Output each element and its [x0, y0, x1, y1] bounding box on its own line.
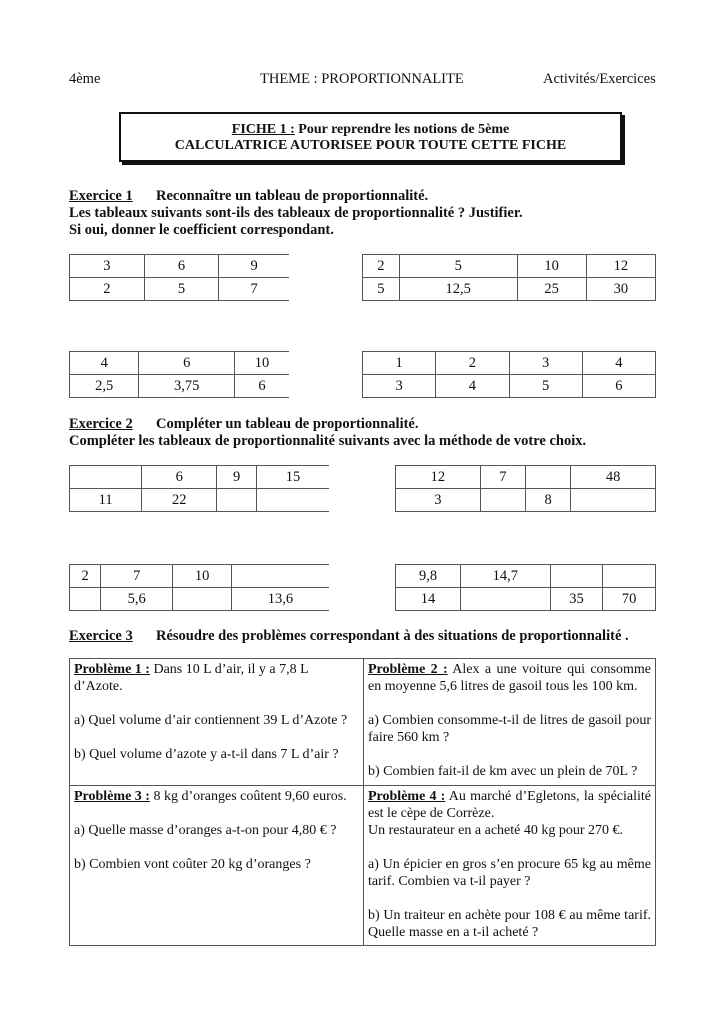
cell: 6	[235, 375, 289, 398]
cell: 48	[571, 466, 656, 489]
cell: 6	[142, 466, 217, 489]
cell: 3,75	[139, 375, 235, 398]
cell: 3	[363, 375, 436, 398]
cell: 1	[363, 352, 436, 375]
cell: 6	[144, 255, 219, 278]
problem-3	[70, 786, 364, 946]
ex1-table-3	[69, 351, 289, 398]
exercise-3-label: Exercice 3	[69, 628, 133, 644]
cell: 30	[586, 278, 655, 301]
exercise-2-label: Exercice 2	[69, 416, 133, 432]
exercise-3-title	[69, 628, 629, 645]
problem-2-label: Problème 2 :	[368, 662, 448, 677]
cell	[571, 489, 656, 512]
problem-2-intro: Alex a une voiture qui consomme en moyenne 5,6 litres de gasoil tous les 100 km.	[368, 662, 651, 694]
cell: 35	[550, 588, 603, 611]
cell: 2	[363, 255, 400, 278]
cell: 11	[70, 489, 142, 512]
cell: 9	[217, 466, 257, 489]
problem-4-intro: Au marché d’Egletons, la spécialité est le cèpe de Corrèze.	[368, 789, 651, 821]
cell: 4	[436, 375, 509, 398]
cell: 14,7	[461, 565, 551, 588]
problem-1	[70, 659, 364, 786]
cell	[70, 466, 142, 489]
cell: 8	[525, 489, 570, 512]
fiche-label: FICHE 1 :	[231, 122, 295, 137]
problem-3-intro: 8 kg d’oranges coûtent 9,60 euros.	[149, 789, 347, 804]
cell: 2	[70, 565, 101, 588]
cell: 13,6	[231, 588, 329, 611]
doc-type: Activités/Exercices	[543, 71, 656, 87]
cell	[217, 489, 257, 512]
cell: 5	[399, 255, 517, 278]
exercise-2-heading: Compléter un tableau de proportionnalité.	[156, 416, 419, 432]
cell: 14	[396, 588, 461, 611]
cell: 10	[235, 352, 289, 375]
cell: 7	[480, 466, 525, 489]
cell	[525, 466, 570, 489]
exercise-1-title	[69, 188, 428, 205]
cell	[257, 489, 329, 512]
problem-1-label: Problème 1 :	[74, 662, 150, 677]
exercise-2-line-1: Compléter les tableaux de proportionnalité suivants avec la méthode de votre choix.	[69, 433, 587, 449]
cell: 3	[509, 352, 582, 375]
cell: 2	[70, 278, 145, 301]
problem-3-question-b: b) Combien vont coûter 20 kg d’oranges ?	[74, 857, 311, 872]
cell: 5	[363, 278, 400, 301]
exercise-2-title	[69, 416, 419, 433]
cell: 9	[219, 255, 289, 278]
cell	[231, 565, 329, 588]
cell: 12,5	[399, 278, 517, 301]
cell: 2	[436, 352, 509, 375]
cell: 7	[219, 278, 289, 301]
cell	[70, 588, 101, 611]
cell: 22	[142, 489, 217, 512]
cell: 6	[582, 375, 655, 398]
exercise-1-heading: Reconnaître un tableau de proportionnalité.	[156, 188, 429, 204]
problem-3-label: Problème 3 :	[74, 789, 150, 804]
cell: 3	[396, 489, 481, 512]
cell: 12	[586, 255, 655, 278]
fiche-subtitle: CALCULATRICE AUTORISEE POUR TOUTE CETTE FICHE	[174, 138, 567, 153]
class-level: 4ème	[69, 71, 101, 87]
ex2-table-3	[69, 564, 329, 611]
problem-1-question-b: b) Quel volume d’azote y a-t-il dans 7 L d’air ?	[74, 747, 339, 762]
cell	[173, 588, 232, 611]
cell: 70	[603, 588, 656, 611]
problem-2	[364, 659, 656, 786]
problems-table	[69, 658, 656, 946]
cell	[603, 565, 656, 588]
cell	[480, 489, 525, 512]
exercise-1-line-1: Les tableaux suivants sont-ils des tableaux de proportionnalité ? Justifier.	[69, 205, 523, 221]
cell: 5	[144, 278, 219, 301]
theme-title: THEME : PROPORTIONNALITE	[260, 71, 464, 87]
problem-4-question-a: a) Un épicier en gros s’en procure 65 kg au même tarif. Combien va t-il payer ?	[368, 857, 651, 889]
fiche-title: Pour reprendre les notions de 5ème	[298, 122, 510, 137]
cell: 4	[582, 352, 655, 375]
problem-4	[364, 786, 656, 946]
problem-3-question-a: a) Quelle masse d’oranges a-t-on pour 4,80 € ?	[74, 823, 337, 838]
cell: 5	[509, 375, 582, 398]
cell: 2,5	[70, 375, 139, 398]
ex1-table-2	[362, 254, 656, 301]
cell: 4	[70, 352, 139, 375]
cell: 3	[70, 255, 145, 278]
problem-2-question-a: a) Combien consomme-t-il de litres de gasoil pour faire 560 km ?	[368, 713, 651, 745]
cell: 6	[139, 352, 235, 375]
cell: 12	[396, 466, 481, 489]
problem-2-question-b: b) Combien fait-il de km avec un plein de 70L ?	[368, 764, 638, 779]
cell: 7	[101, 565, 173, 588]
cell: 10	[173, 565, 232, 588]
cell: 15	[257, 466, 329, 489]
ex2-table-2	[395, 465, 656, 512]
ex1-table-4	[362, 351, 656, 398]
exercise-1-label: Exercice 1	[69, 188, 133, 204]
exercise-1-line-2: Si oui, donner le coefficient correspondant.	[69, 222, 334, 238]
ex1-table-1	[69, 254, 289, 301]
problem-1-question-a: a) Quel volume d’air contiennent 39 L d’Azote ?	[74, 713, 348, 728]
fiche-box	[119, 112, 622, 162]
problem-4-intro-2: Un restaurateur en a acheté 40 kg pour 270 €.	[368, 823, 624, 838]
cell: 25	[517, 278, 586, 301]
problem-1-intro: Dans 10 L d’air, il y a 7,8 L d’Azote.	[74, 662, 309, 694]
cell: 5,6	[101, 588, 173, 611]
ex2-table-1	[69, 465, 329, 512]
ex2-table-4	[395, 564, 656, 611]
cell: 10	[517, 255, 586, 278]
exercise-3-heading: Résoudre des problèmes correspondant à des situations de proportionnalité .	[156, 628, 629, 644]
problem-4-question-b: b) Un traiteur en achète pour 108 € au même tarif. Quelle masse en a t-il acheté ?	[368, 908, 651, 940]
cell	[461, 588, 551, 611]
problem-4-label: Problème 4 :	[368, 789, 446, 804]
cell	[550, 565, 603, 588]
cell: 9,8	[396, 565, 461, 588]
